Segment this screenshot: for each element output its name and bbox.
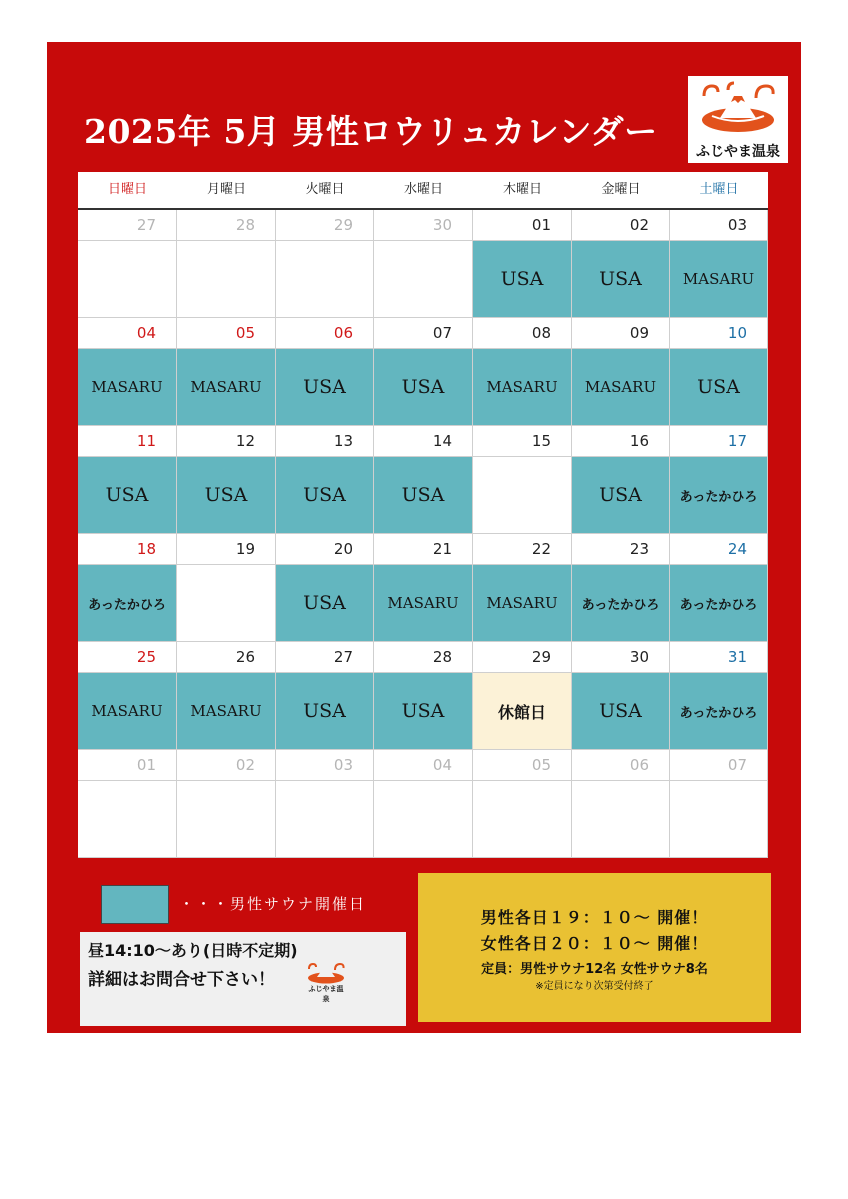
legend-text: ・・・男性サウナ開催日 bbox=[179, 895, 367, 913]
day-number: 07 bbox=[374, 318, 473, 349]
note-line-1: 昼14:10〜あり(日時不定期) bbox=[88, 941, 298, 960]
sauna-event-cell: あったかひろ bbox=[572, 565, 670, 642]
day-number: 16 bbox=[572, 426, 670, 457]
sauna-event-cell: USA bbox=[78, 457, 177, 534]
day-number: 22 bbox=[473, 534, 572, 565]
weekday-header-row bbox=[78, 172, 768, 210]
empty-day-cell bbox=[276, 781, 374, 858]
day-number: 24 bbox=[670, 534, 768, 565]
sauna-event-cell: USA bbox=[374, 457, 473, 534]
sauna-event-cell: USA bbox=[572, 241, 670, 318]
day-number: 18 bbox=[78, 534, 177, 565]
empty-day-cell bbox=[374, 781, 473, 858]
closed-day-cell: 休館日 bbox=[473, 673, 572, 750]
empty-day-cell bbox=[177, 781, 276, 858]
day-number: 12 bbox=[177, 426, 276, 457]
day-number: 04 bbox=[78, 318, 177, 349]
daytime-note-box bbox=[80, 932, 406, 1026]
sauna-event-cell: USA bbox=[276, 673, 374, 750]
day-number: 01 bbox=[473, 210, 572, 241]
weekday-wednesday: 水曜日 bbox=[403, 182, 443, 197]
mini-logo-text: ふじやま温泉 bbox=[308, 985, 344, 1003]
day-number: 28 bbox=[177, 210, 276, 241]
info-capacity: 定員：男性サウナ12名 女性サウナ8名 bbox=[481, 962, 708, 977]
empty-day-cell bbox=[78, 241, 177, 318]
day-number: 21 bbox=[374, 534, 473, 565]
day-number: 10 bbox=[670, 318, 768, 349]
calendar-grid bbox=[78, 172, 768, 858]
day-number: 15 bbox=[473, 426, 572, 457]
sauna-event-cell: あったかひろ bbox=[670, 457, 768, 534]
empty-day-cell bbox=[572, 781, 670, 858]
page-title: 2025年 5月 男性ロウリュカレンダー bbox=[84, 112, 658, 151]
sauna-event-cell: USA bbox=[276, 349, 374, 426]
sauna-event-cell: MASARU bbox=[473, 565, 572, 642]
legend-swatch bbox=[101, 885, 169, 924]
sauna-event-cell: MASARU bbox=[78, 673, 177, 750]
day-number: 06 bbox=[276, 318, 374, 349]
sauna-event-cell: MASARU bbox=[670, 241, 768, 318]
weekday-monday: 月曜日 bbox=[206, 182, 246, 197]
day-number: 03 bbox=[670, 210, 768, 241]
day-number: 03 bbox=[276, 750, 374, 781]
calendar-poster bbox=[47, 42, 801, 1033]
day-number: 30 bbox=[374, 210, 473, 241]
day-number: 02 bbox=[177, 750, 276, 781]
day-number: 19 bbox=[177, 534, 276, 565]
sauna-event-cell: USA bbox=[374, 673, 473, 750]
sauna-event-cell: USA bbox=[670, 349, 768, 426]
mountain-logo-icon bbox=[698, 80, 778, 136]
sauna-event-cell: USA bbox=[572, 457, 670, 534]
sauna-event-cell: USA bbox=[572, 673, 670, 750]
empty-day-cell bbox=[473, 457, 572, 534]
sauna-event-cell: MASARU bbox=[177, 673, 276, 750]
day-number: 23 bbox=[572, 534, 670, 565]
day-number: 05 bbox=[177, 318, 276, 349]
sauna-event-cell: MASARU bbox=[374, 565, 473, 642]
day-number: 28 bbox=[374, 642, 473, 673]
empty-day-cell bbox=[670, 781, 768, 858]
day-number: 13 bbox=[276, 426, 374, 457]
day-number: 06 bbox=[572, 750, 670, 781]
empty-day-cell bbox=[374, 241, 473, 318]
weekday-sunday: 日曜日 bbox=[107, 182, 147, 197]
day-number: 11 bbox=[78, 426, 177, 457]
weekday-thursday: 木曜日 bbox=[502, 182, 542, 197]
empty-day-cell bbox=[177, 565, 276, 642]
empty-day-cell bbox=[78, 781, 177, 858]
fujiyama-onsen-logo bbox=[688, 76, 788, 163]
note-line-2: 詳細はお問合せ下さい！ bbox=[88, 970, 275, 990]
day-number: 07 bbox=[670, 750, 768, 781]
info-men-time: 男性各日１９：１０〜 開催！ bbox=[480, 908, 709, 927]
day-number: 05 bbox=[473, 750, 572, 781]
day-number: 04 bbox=[374, 750, 473, 781]
mini-logo bbox=[306, 962, 346, 1003]
sauna-event-cell: MASARU bbox=[572, 349, 670, 426]
empty-day-cell bbox=[177, 241, 276, 318]
day-number: 20 bbox=[276, 534, 374, 565]
day-number: 27 bbox=[78, 210, 177, 241]
day-number: 02 bbox=[572, 210, 670, 241]
sauna-event-cell: USA bbox=[177, 457, 276, 534]
logo-text: ふじやま温泉 bbox=[696, 144, 780, 160]
day-number: 26 bbox=[177, 642, 276, 673]
mini-mountain-logo-icon bbox=[306, 962, 346, 984]
day-number: 14 bbox=[374, 426, 473, 457]
day-number: 01 bbox=[78, 750, 177, 781]
sauna-event-cell: USA bbox=[374, 349, 473, 426]
schedule-info-box bbox=[418, 873, 771, 1022]
weekday-friday: 金曜日 bbox=[601, 182, 641, 197]
day-number: 08 bbox=[473, 318, 572, 349]
empty-day-cell bbox=[276, 241, 374, 318]
sauna-event-cell: USA bbox=[276, 457, 374, 534]
day-number: 29 bbox=[473, 642, 572, 673]
day-number: 25 bbox=[78, 642, 177, 673]
empty-day-cell bbox=[473, 781, 572, 858]
day-number: 31 bbox=[670, 642, 768, 673]
sauna-event-cell: USA bbox=[473, 241, 572, 318]
sauna-event-cell: あったかひろ bbox=[670, 565, 768, 642]
info-women-time: 女性各日２０：１０〜 開催！ bbox=[480, 934, 709, 953]
weekday-tuesday: 火曜日 bbox=[305, 182, 345, 197]
day-number: 30 bbox=[572, 642, 670, 673]
sauna-event-cell: USA bbox=[276, 565, 374, 642]
sauna-event-cell: MASARU bbox=[78, 349, 177, 426]
weekday-saturday: 土曜日 bbox=[699, 182, 739, 197]
day-number: 17 bbox=[670, 426, 768, 457]
day-number: 29 bbox=[276, 210, 374, 241]
day-number: 09 bbox=[572, 318, 670, 349]
info-capacity-note: ※定員になり次第受付終了 bbox=[535, 981, 654, 992]
sauna-event-cell: あったかひろ bbox=[78, 565, 177, 642]
day-number: 27 bbox=[276, 642, 374, 673]
sauna-event-cell: MASARU bbox=[177, 349, 276, 426]
sauna-event-cell: あったかひろ bbox=[670, 673, 768, 750]
sauna-event-cell: MASARU bbox=[473, 349, 572, 426]
